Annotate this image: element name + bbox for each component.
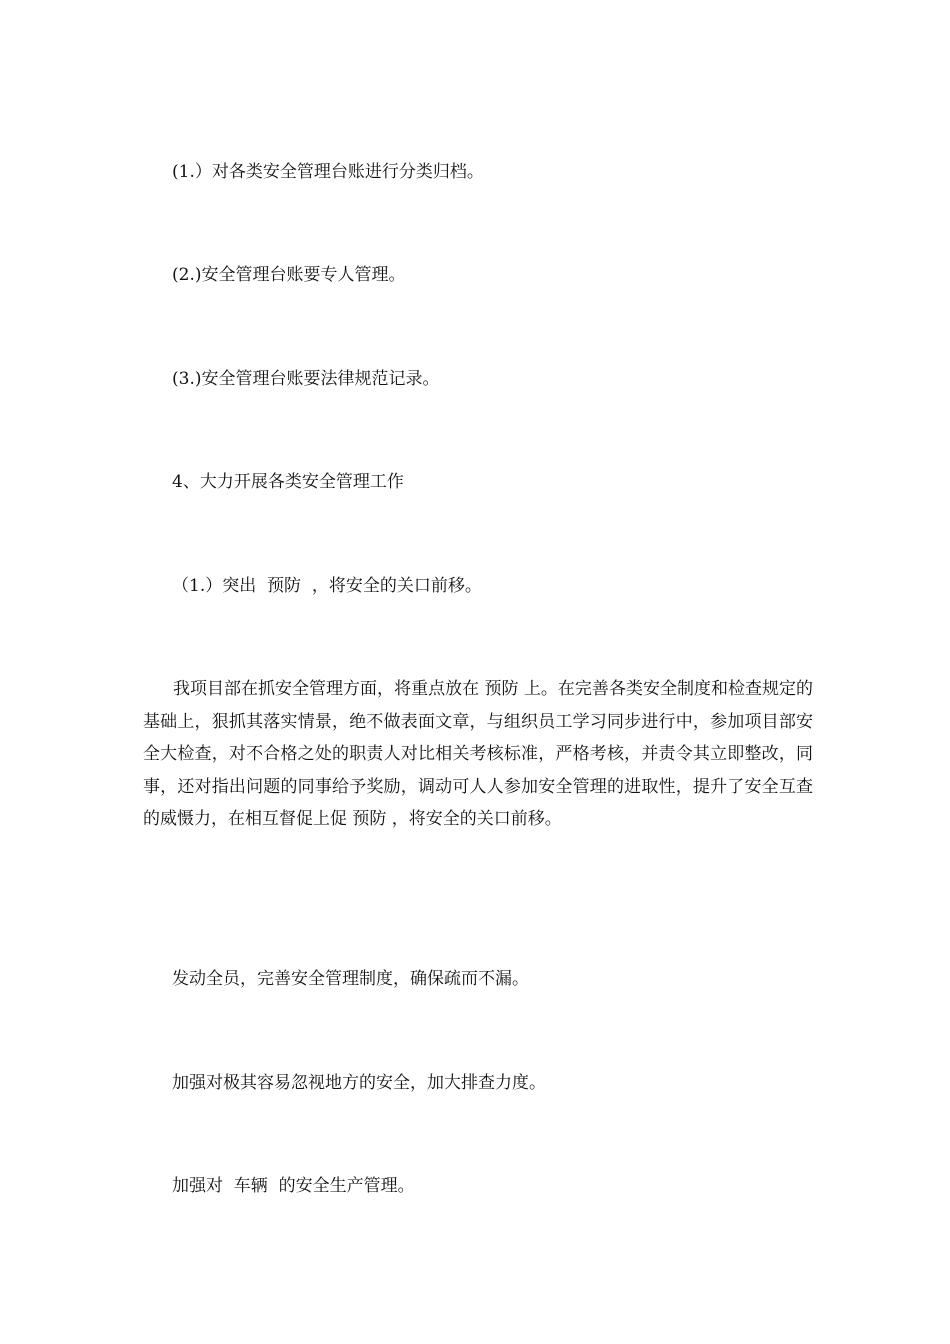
closing-item-2: 加强对极其容易忽视地方的安全，加大排查力度。 — [172, 1073, 546, 1093]
section-heading: 4、大力开展各类安全管理工作 — [172, 472, 404, 492]
closing-item-3: 加强对 车辆 的安全生产管理。 — [172, 1176, 415, 1196]
item-3: (3.)安全管理台账要法律规范记录。 — [172, 369, 440, 389]
item-2: (2.)安全管理台账要专人管理。 — [172, 265, 406, 285]
sub-item-1: （1.）突出 预防 ，将安全的关口前移。 — [172, 576, 482, 596]
closing-item-1: 发动全员，完善安全管理制度，确保疏而不漏。 — [172, 969, 529, 989]
main-paragraph: 我项目部在抓安全管理方面，将重点放在 预防 上。在完善各类安全制度和检查规定的基础上，狠抓其落实情景，绝不做表面文章，与组织员工学习同步进行中，参加项目部安全大检查，对不合格之处的职责人对比相关考核标准，严格考核，并责令其立即整改，同事，还对指出问题的同事给予奖励，调动可人人参加安全管理的进取性，提升了安全互查的威慑力，在相互督促上促 预防 ，将安全的关口前移。 — [143, 679, 813, 829]
item-1: (1.）对各类安全管理台账进行分类归档。 — [172, 162, 484, 182]
